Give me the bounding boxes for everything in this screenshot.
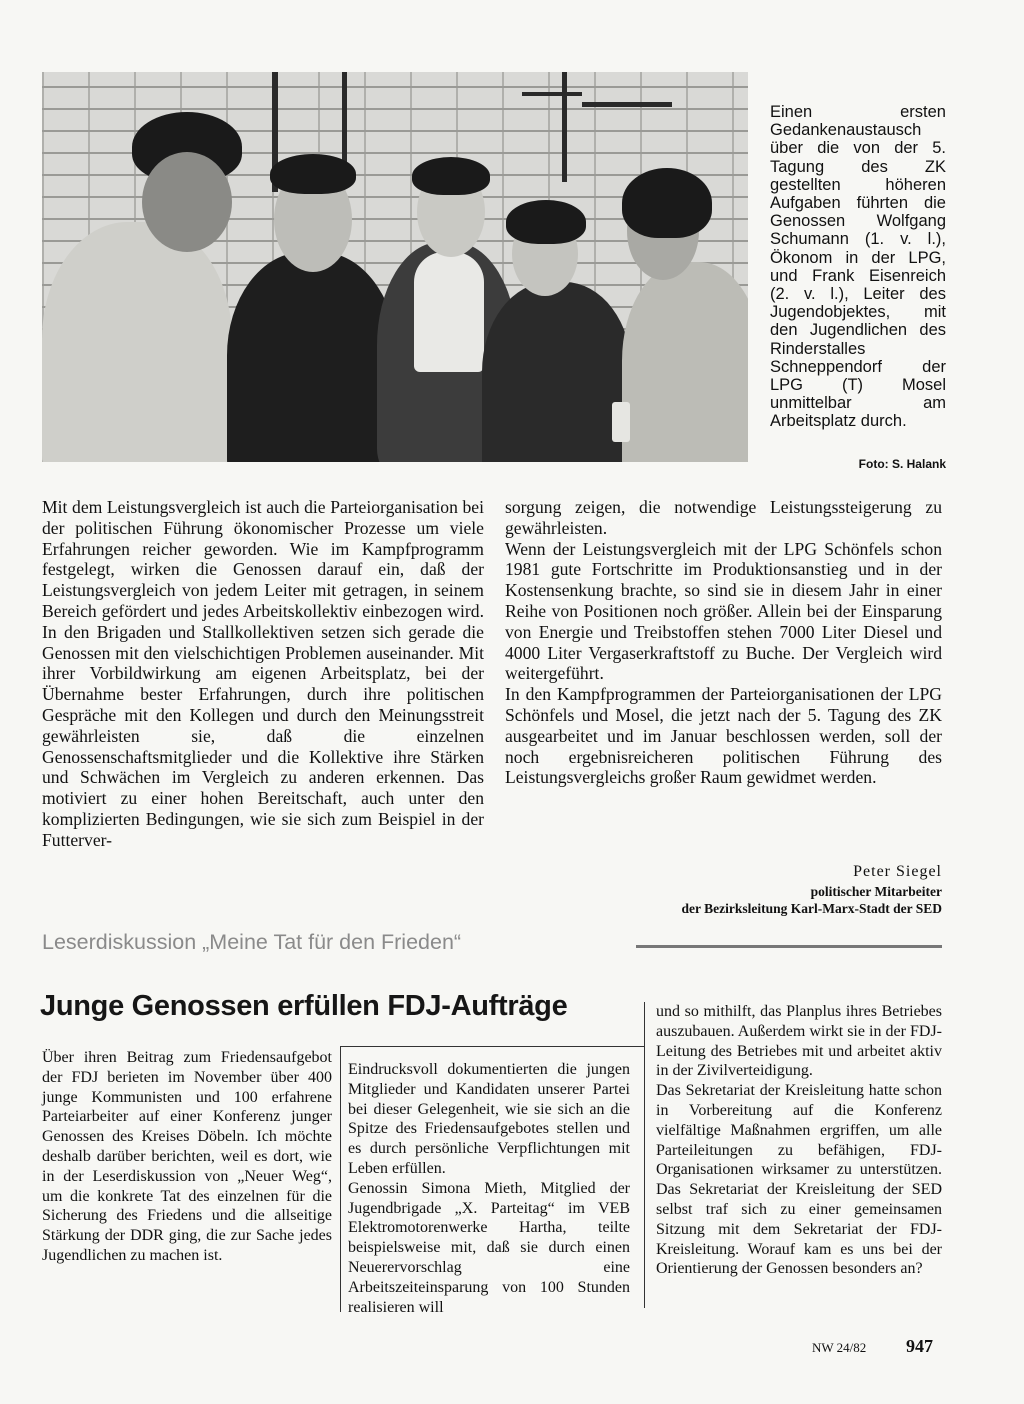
column-top-rule <box>340 1046 644 1047</box>
news-photo <box>42 72 748 462</box>
article1-paragraph: sorgung zeigen, die notwendige Leistungssteigerung zu gewährleisten. <box>505 497 942 538</box>
author-role-line-2: der Bezirksleitung Karl-Marx-Stadt der SED <box>681 901 942 916</box>
section-rubric: Leserdiskussion „Meine Tat für den Frieden“ <box>42 930 462 954</box>
person-2 <box>227 252 397 462</box>
column-divider <box>340 1046 341 1312</box>
article2-paragraph: Über ihren Beitrag zum Friedensaufgebot der FDJ berieten im November über 400 junge Kommunisten und 100 erfahrene Parteiarbeiter auf einer Konferenz junger Genossen des Kreises Döbeln. Ich möchte deshalb darüber berichten, weil es dort, wie in der Leserdiskussion von „Neuer Weg“, um die konkrete Tat des einzelnen für die Sicherung des Friedens und die allseitige Stärkung der DDR ging, die zur Sache jedes Jugendlichen zu machen ist. <box>42 1049 332 1264</box>
article2-column-2 <box>348 1060 630 1317</box>
rubric-rule <box>636 945 942 948</box>
author-name: Peter Siegel <box>853 863 942 880</box>
person-1 <box>42 222 232 462</box>
article2-paragraph: Das Sekretariat der Kreisleitung hatte schon in Vorbereitung auf die Konferenz vielfältige Maßnahmen ergriffen, um alle Parteileitungen zu befähigen, FDJ-Organisationen wirksamer zu unterstützen. Das Sekretariat der Kreisleitung der SED selbst traf sich zu einer gemeinsamen Sitzung mit dem Sekretariat der FDJ-Kreisleitung. Worauf kam es uns bei der Orientierung der Genossen besonders an? <box>656 1082 942 1278</box>
article2-column-3 <box>656 1002 942 1279</box>
article2-paragraph: Eindrucksvoll dokumentierten die jungen Mitglieder und Kandidaten unserer Partei bei dieser Gelegenheit, wie sie sich an die Spitze des Friedensaufgebotes stellen und es durch persönliche Verpflichtungen mit Leben erfüllen. <box>348 1061 630 1177</box>
author-role-line-1: politischer Mitarbeiter <box>810 884 942 899</box>
article1-paragraph: Mit dem Leistungsvergleich ist auch die Parteiorganisation bei der politischen Führung ökonomischer Prozesse um viele Erfahrungen reicher geworden. Wie im Kampfprogramm festgelegt, wirken die Genossen darauf ein, daß der Leistungsvergleich von jedem Leiter mit getragen, in seinem Bereich gefördert und jedes Arbeitskollektiv einbezogen wird. In den Brigaden und Stallkollektiven setzen sich gerade die Genossen mit den vielschichtigen Problemen auseinander. Mit ihrer Vorbildwirkung am eigenen Arbeitsplatz, bei der Übernahme bester Erfahrungen, durch ihre politischen Gespräche mit den Kollegen und durch den Meinungsstreit gewährleisten sie, daß die einzelnen Genossenschaftsmitglieder und die Kollektive ihre Stärken und Schwächen im Vergleich zu anderen erkennen. Das motiviert zu einer hohen Bereitschaft, auch unter den komplizierten Bedingungen, wie sie sich zum Beispiel in der Futterver- <box>42 497 484 850</box>
person-4 <box>482 282 632 462</box>
article2-headline: Junge Genossen erfüllen FDJ-Aufträge <box>40 990 568 1022</box>
article1-paragraph: Wenn der Leistungsvergleich mit der LPG Schönfels schon 1981 gute Fortschritte im Produktionsanstieg und in der Kostensenkung brachte, so sind sie in diesem Jahr in einer Reihe von Positionen noch größer. Allein bei der Einsparung von Energie und Treibstoffen stehen 7000 Liter Diesel und 4000 Liter Vergaserkraftstoff zu Buche. Der Vergleich wird weitergeführt. <box>505 538 942 684</box>
page-number: 947 <box>906 1336 933 1356</box>
article2-column-1 <box>42 1048 332 1266</box>
article2-paragraph: Genossin Simona Mieth, Mitglied der Jugendbrigade „X. Parteitag“ im VEB Elektromotorenwerke Hartha, teilte beispielsweise mit, daß sie durch einen Neuerervorschlag eine Arbeitszeiteinsparung von 100 Stunden realisieren will <box>348 1179 630 1316</box>
article1-column-1 <box>42 497 484 851</box>
author-role <box>600 883 942 917</box>
photo-caption: Einen ersten Gedankenaustausch über die von der 5. Tagung des ZK gestellten höheren Aufgaben führten die Genossen Wolfgang Schumann (1. v. l.), Ökonom in der LPG, und Frank Eisenreich (2. v. l.), Leiter des Jugendobjektes, mit den Jugendlichen des Rinderstalles Schneppendorf der LPG (T) Mosel unmittelbar am Arbeitsplatz durch. <box>770 103 946 431</box>
person-5 <box>622 262 748 462</box>
article1-paragraph: In den Kampfprogrammen der Parteiorganisationen der LPG Schönfels und Mosel, die jetzt nach der 5. Tagung des ZK ausgearbeitet und im Januar beschlossen werden, soll der noch ergebnisreicheren politischen Führung des Leistungsvergleichs großer Raum gewidmet werden. <box>505 684 942 788</box>
column-divider <box>644 1002 645 1308</box>
issue-number: NW 24/82 <box>812 1340 867 1355</box>
photo-credit: Foto: S. Halank <box>858 457 946 471</box>
article1-column-2 <box>505 497 942 788</box>
article2-paragraph: und so mithilft, das Planplus ihres Betriebes auszubauen. Außerdem wirkt sie in der FDJ-Leitung des Betriebes mit und arbeitet aktiv in der Zivilverteidigung. <box>656 1003 942 1080</box>
